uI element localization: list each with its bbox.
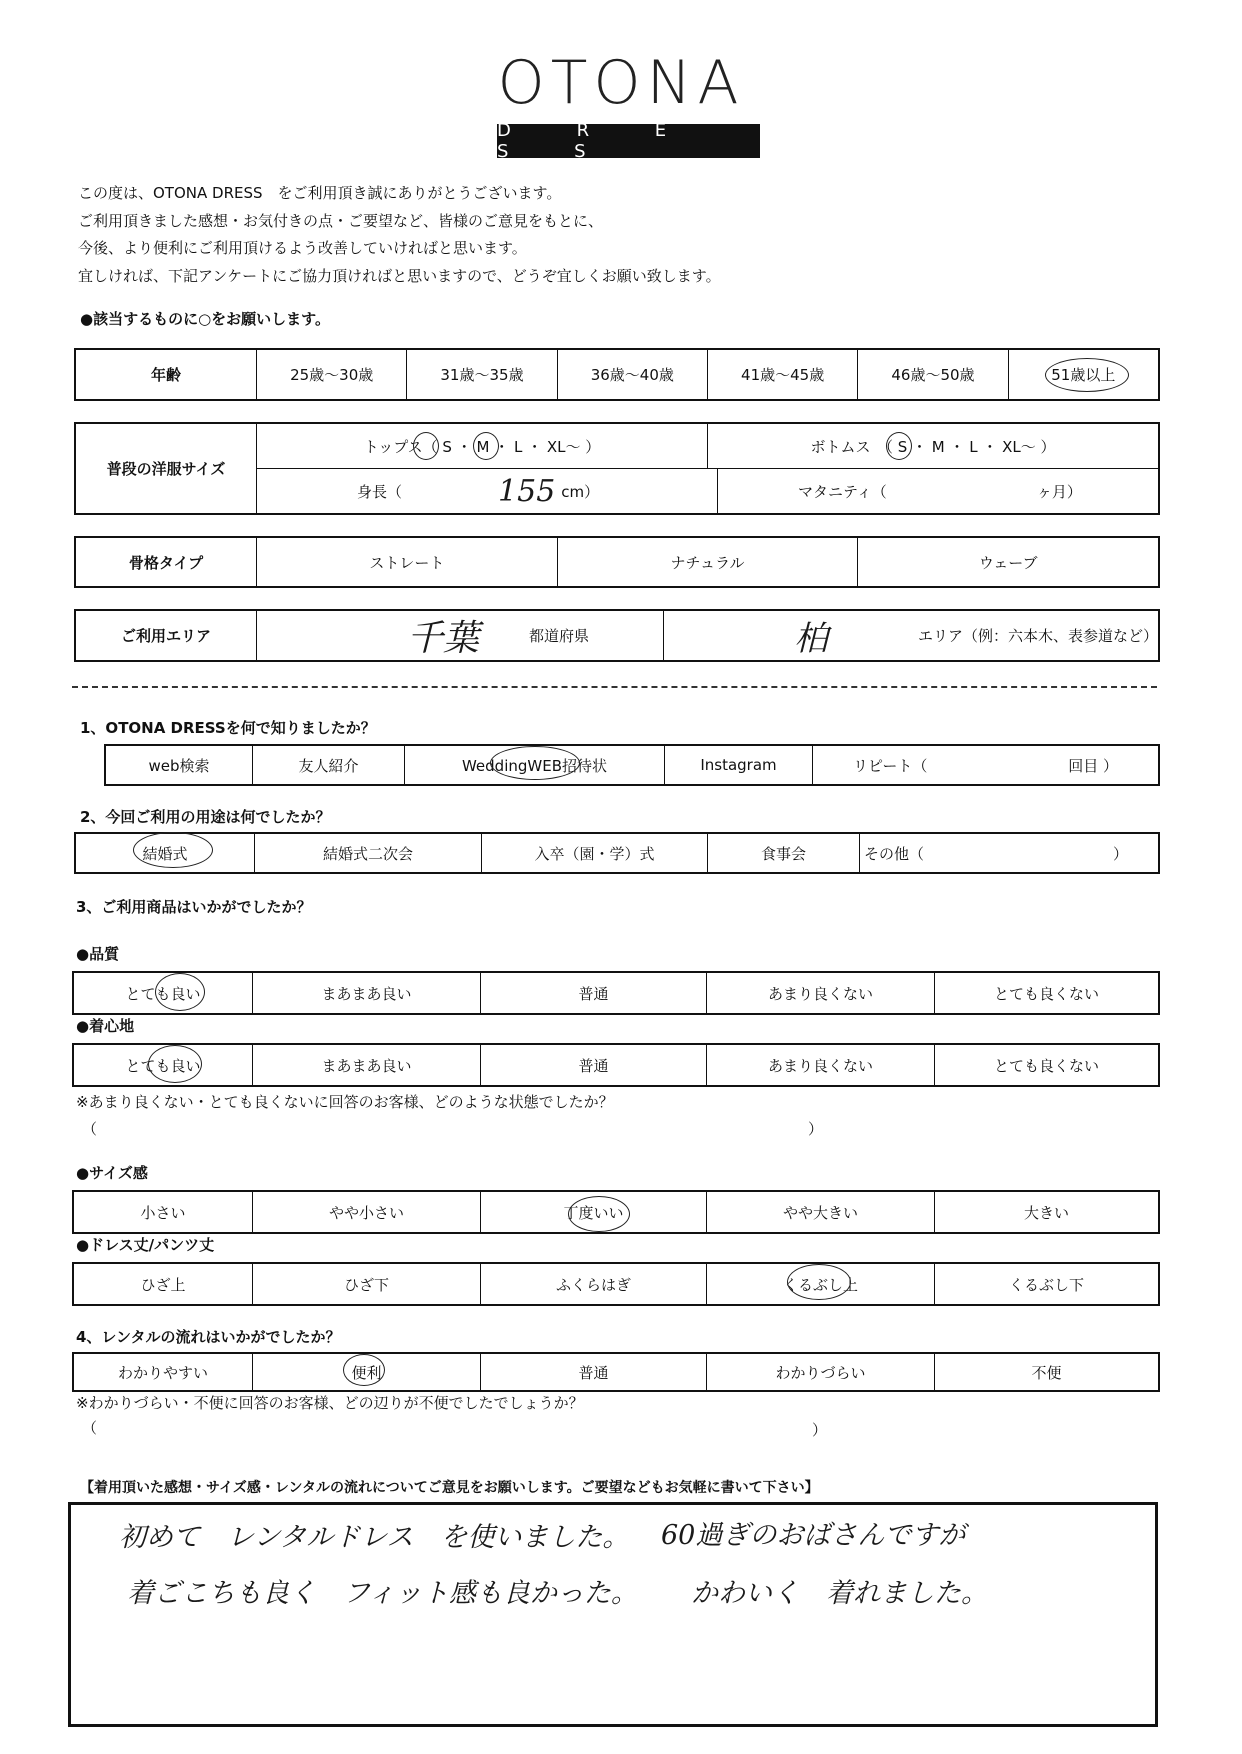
comfort-option-selected[interactable]: とても良い	[125, 1056, 201, 1075]
intro-line: ご利用頂きました感想・お気付きの点・ご要望など、皆様のご意見をもとに、	[78, 211, 604, 230]
size-feel-option[interactable]: やや小さい	[252, 1192, 480, 1232]
repeat-label: リピート（	[853, 756, 928, 775]
comment-line: 着ごこちも良く フィット感も良かった。	[127, 1578, 638, 1609]
length-option[interactable]: ひざ上	[140, 1275, 186, 1294]
body-type-option[interactable]: ストレート	[256, 538, 557, 586]
comfort-option[interactable]: あまり良くない	[706, 1045, 934, 1085]
repeat-unit: 回目 ）	[1068, 756, 1118, 775]
q2-table	[74, 832, 1160, 874]
age-option[interactable]: 25歳〜30歳	[256, 350, 406, 399]
age-option[interactable]: 46歳〜50歳	[857, 350, 1007, 399]
comfort-option[interactable]: 普通	[480, 1045, 706, 1085]
q4-note: ※わかりづらい・不便に回答のお客様、どの辺りが不便でしたでしょうか？	[76, 1394, 584, 1412]
other-close: ）	[1112, 844, 1128, 863]
tops-size[interactable]: トップス（ S ・ M ・ L ・ XL〜 ）	[363, 437, 601, 456]
logo-title: OTONA	[497, 48, 745, 118]
area-label: ご利用エリア	[120, 627, 211, 645]
selection-circle	[568, 1196, 630, 1232]
intro-line: この度は、OTONA DRESS をご利用頂き誠にありがとうございます。	[78, 184, 562, 202]
size-label: 普段の洋服サイズ	[106, 460, 226, 478]
selection-circle	[155, 973, 205, 1011]
selection-circle	[490, 746, 580, 780]
prefecture-value: 千葉	[407, 618, 480, 659]
selection-circle	[148, 1045, 202, 1083]
age-table	[74, 348, 1160, 401]
q4-title: 4、レンタルの流れはいかがでしたか？	[76, 1328, 341, 1346]
logo-subtitle-bar	[497, 120, 760, 162]
length-label: ●ドレス丈/パンツ丈	[76, 1236, 215, 1254]
quality-option[interactable]: まあまあ良い	[252, 973, 480, 1013]
q2-option[interactable]: 入卒（園・学）式	[481, 834, 707, 872]
size-row	[257, 469, 1158, 513]
body-type-option[interactable]: ナチュラル	[557, 538, 858, 586]
maternity-unit: ヶ月）	[1036, 482, 1082, 501]
body-type-label: 骨格タイプ	[128, 553, 204, 572]
size-feel-option[interactable]: やや大きい	[706, 1192, 934, 1232]
q4-option-selected[interactable]: 便利	[252, 1354, 480, 1390]
comfort-label: ●着心地	[76, 1017, 135, 1035]
area-field[interactable]	[663, 611, 1158, 660]
intro-text	[78, 180, 721, 290]
length-option[interactable]: ふくらはぎ	[480, 1264, 706, 1304]
q4-option[interactable]: 不便	[934, 1354, 1158, 1390]
quality-option[interactable]: 普通	[480, 973, 706, 1013]
body-type-table	[74, 536, 1160, 588]
q4-option[interactable]: わかりやすい	[117, 1363, 208, 1382]
quality-table	[72, 971, 1160, 1015]
comfort-paren-close: ）	[808, 1120, 824, 1138]
selection-circle	[787, 1264, 851, 1300]
q1-table	[104, 744, 1160, 786]
length-table	[72, 1262, 1160, 1306]
size-feel-option[interactable]: 小さい	[140, 1203, 186, 1222]
intro-line: 今後、より便利にご利用頂けるよう改善していければと思います。	[78, 239, 527, 257]
comment-line: かわいく 着れました。	[691, 1578, 988, 1609]
q1-title: 1、OTONA DRESSを何で知りましたか？	[80, 719, 376, 737]
comfort-note: ※あまり良くない・とても良くないに回答のお客様、どのような状態でしたか？	[76, 1093, 614, 1111]
q1-option[interactable]: 友人紹介	[252, 746, 404, 784]
length-option-selected[interactable]: くるぶし上	[706, 1264, 934, 1304]
q4-option[interactable]: わかりづらい	[706, 1354, 934, 1390]
age-option-selected[interactable]: 51歳以上	[1008, 350, 1158, 399]
quality-option-selected[interactable]: とても良い	[125, 984, 201, 1003]
instruction-text: ●該当するものに○をお願いします。	[80, 310, 330, 328]
selection-circle	[886, 432, 912, 460]
height-field[interactable]	[257, 469, 717, 513]
comfort-option[interactable]: とても良くない	[934, 1045, 1158, 1085]
q4-option[interactable]: 普通	[480, 1354, 706, 1390]
comment-line: 初めて レンタルドレス を使いました。	[119, 1522, 630, 1553]
q2-option-selected[interactable]: 結婚式	[142, 844, 188, 863]
length-option[interactable]: くるぶし下	[934, 1264, 1158, 1304]
other-label: その他（	[864, 844, 925, 863]
section-divider	[72, 686, 1157, 688]
age-option[interactable]: 36歳〜40歳	[557, 350, 707, 399]
q1-option-selected[interactable]: WeddingWEB招待状	[404, 746, 664, 784]
area-example-label: エリア（例：六本木、表参道など）	[917, 627, 1158, 645]
maternity-label: マタニティ（	[798, 482, 887, 501]
comfort-table	[72, 1043, 1160, 1087]
q1-repeat-field[interactable]	[812, 746, 1158, 784]
quality-option[interactable]: とても良くない	[934, 973, 1158, 1013]
body-type-option[interactable]: ウェーブ	[857, 538, 1158, 586]
size-feel-option[interactable]: 大きい	[934, 1192, 1158, 1232]
size-table	[74, 422, 1160, 515]
size-row	[257, 424, 1158, 469]
intro-line: 宜しければ、下記アンケートにご協力頂ければと思いますので、どうぞ宜しくお願い致します。	[78, 266, 721, 285]
length-option[interactable]: ひざ下	[252, 1264, 480, 1304]
age-option[interactable]: 41歳〜45歳	[707, 350, 857, 399]
comment-title: 【着用頂いた感想・サイズ感・レンタルの流れについてご意見をお願いします。ご要望などもお気軽に書いて下さい】	[80, 1480, 819, 1496]
quality-option[interactable]: あまり良くない	[706, 973, 934, 1013]
q4-paren-close: ）	[812, 1421, 828, 1439]
age-label: 年齢	[150, 366, 181, 384]
q1-option[interactable]: Instagram	[664, 746, 812, 784]
size-grid	[256, 424, 1158, 513]
q2-option[interactable]: 結婚式二次会	[254, 834, 481, 872]
age-option[interactable]: 31歳〜35歳	[406, 350, 556, 399]
size-feel-label: ●サイズ感	[76, 1164, 148, 1182]
height-value: 155	[498, 473, 556, 509]
height-unit: cm）	[561, 482, 600, 501]
prefecture-field[interactable]	[256, 611, 663, 660]
quality-label: ●品質	[76, 945, 120, 963]
comment-line: 60過ぎのおばさんですが	[661, 1520, 966, 1551]
q4-table	[72, 1352, 1160, 1392]
q2-title: 2、今回ご利用の用途は何でしたか？	[80, 808, 331, 826]
logo-subtitle: D R E S S	[497, 120, 697, 162]
q2-option[interactable]: 食事会	[707, 834, 859, 872]
maternity-field[interactable]	[717, 469, 1158, 513]
area-value: 柏	[793, 619, 828, 659]
selection-circle	[1045, 358, 1129, 392]
height-label: 身長（	[357, 482, 403, 501]
q4-paren-open: （	[82, 1419, 98, 1437]
selection-circle	[133, 832, 213, 868]
selection-circle	[473, 432, 499, 460]
size-feel-option-selected[interactable]: 丁度いい	[480, 1192, 706, 1232]
comfort-paren-open: （	[82, 1120, 98, 1138]
selection-circle	[343, 1354, 385, 1386]
comment-box[interactable]	[68, 1502, 1158, 1727]
comfort-option[interactable]: まあまあ良い	[252, 1045, 480, 1085]
q3-title: 3、ご利用商品はいかがでしたか？	[76, 898, 312, 916]
bottoms-size[interactable]: ボトムス （ S ・ M ・ L ・ XL〜 ）	[707, 424, 1158, 468]
q1-option[interactable]: web検索	[148, 756, 210, 775]
q2-other-field[interactable]	[859, 834, 1158, 872]
area-table	[74, 609, 1160, 662]
prefecture-label: 都道府県	[529, 627, 590, 645]
selection-circle	[413, 432, 439, 460]
